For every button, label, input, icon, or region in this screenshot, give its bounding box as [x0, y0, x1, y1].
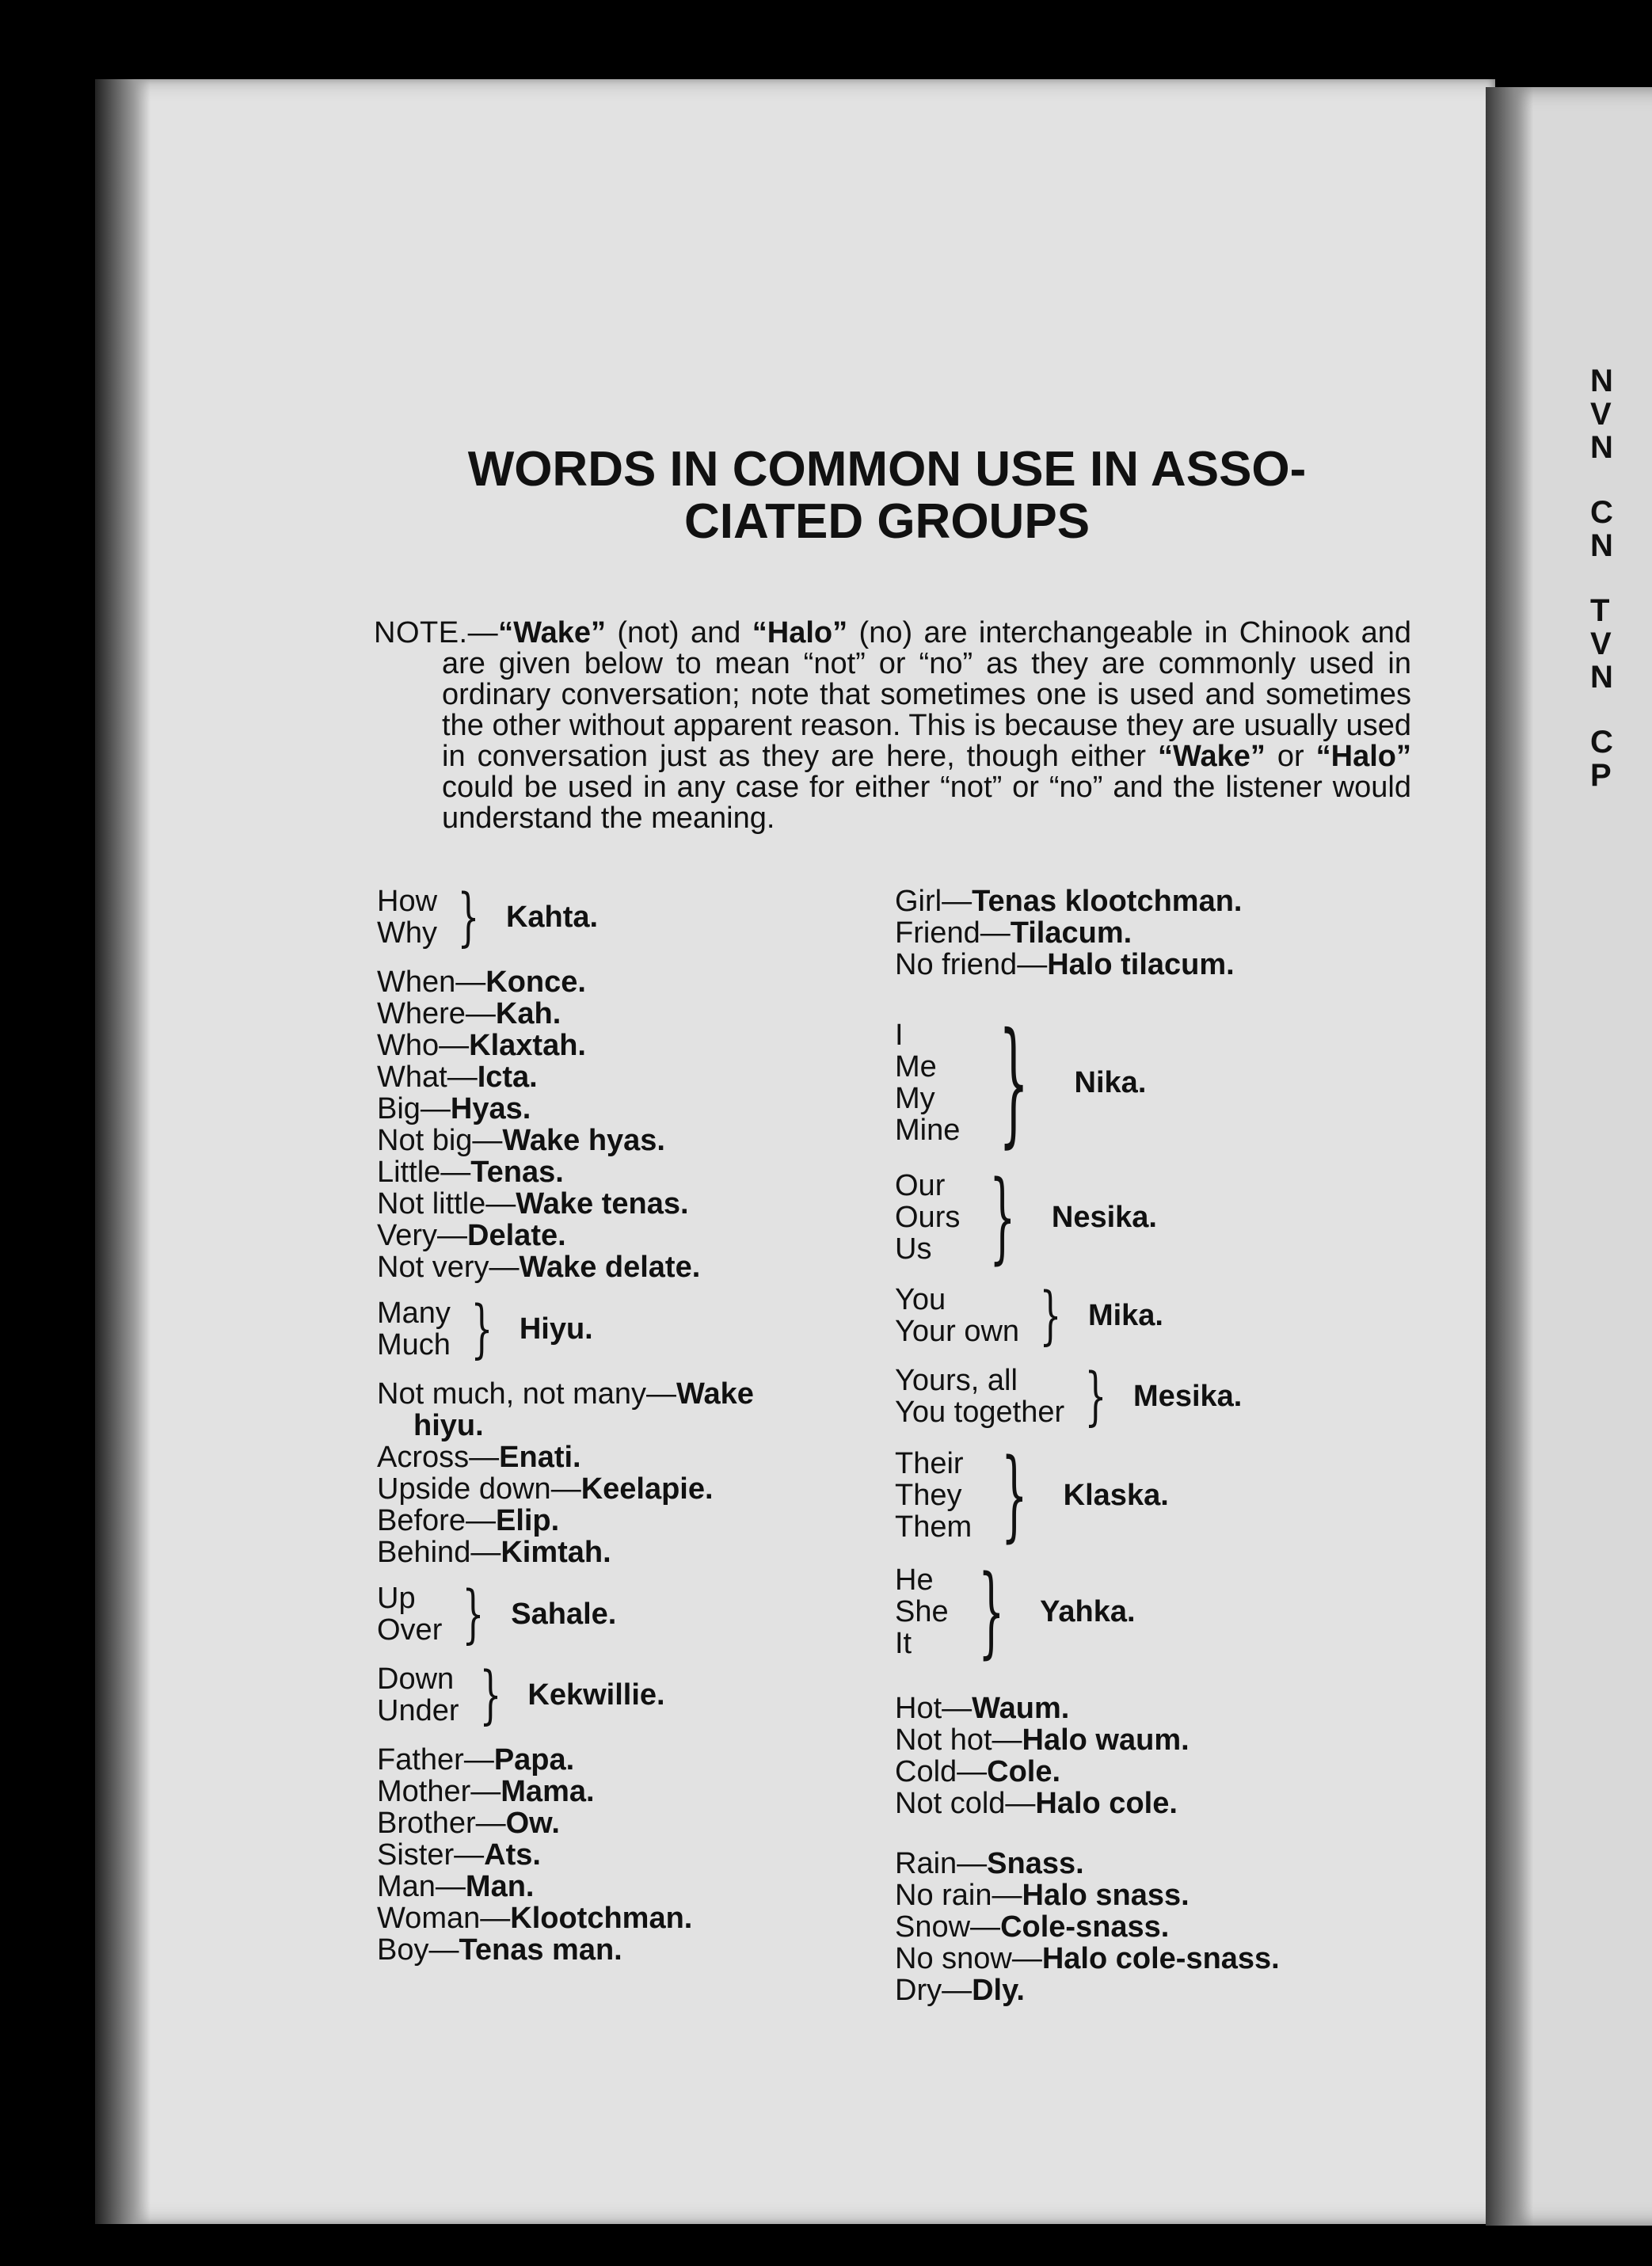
- note-paragraph: [374, 618, 1411, 834]
- vocab-entry: Sister—Ats.: [377, 1838, 541, 1872]
- word-group: [895, 1160, 1433, 1274]
- note-text: (not) and: [605, 616, 752, 649]
- group-word: Them: [895, 1510, 973, 1544]
- vocab-entry: No rain—Halo snass.: [895, 1879, 1190, 1912]
- brace: }: [999, 1004, 1030, 1161]
- right-page-edge-text: [1590, 364, 1652, 792]
- vocab-entry: Snow—Cole-snass.: [895, 1910, 1170, 1944]
- vocab-column-left: [377, 880, 884, 1967]
- note-halo: “Halo”: [752, 616, 848, 649]
- group-word: You together: [895, 1396, 1065, 1429]
- vocab-entry: Across—Enati.: [377, 1441, 581, 1474]
- vocab-entry: Dry—Dly.: [895, 1974, 1025, 2007]
- brace: }: [470, 1292, 493, 1365]
- group-translation: Sahale.: [511, 1598, 617, 1631]
- group-word: Me: [895, 1050, 937, 1083]
- note-text: or: [1265, 740, 1316, 773]
- group-word: They: [895, 1478, 962, 1512]
- vocab-entry: Cold—Cole.: [895, 1755, 1061, 1788]
- group-word: Your own: [895, 1315, 1020, 1348]
- group-word: She: [895, 1594, 949, 1628]
- word-group: [377, 1577, 884, 1651]
- group-word: Ours: [895, 1200, 961, 1234]
- page-gutter-shadow: [95, 79, 150, 2224]
- group-word: Us: [895, 1232, 932, 1266]
- vocab-entry: Boy—Tenas man.: [377, 1933, 622, 1967]
- group-word: Our: [895, 1168, 946, 1202]
- group-word: Much: [377, 1328, 451, 1362]
- brace: }: [1001, 1438, 1028, 1552]
- group-translation: Klaska.: [1063, 1478, 1169, 1512]
- edge-letter: N: [1590, 364, 1613, 398]
- edge-letter: P: [1590, 758, 1612, 792]
- vocab-entry: Mother—Mama.: [377, 1775, 595, 1808]
- vocab-entry: Before—Elip.: [377, 1504, 560, 1537]
- note-label: NOTE.—: [374, 616, 499, 649]
- vocab-entry: When—Konce.: [377, 965, 586, 999]
- note-wake: “Wake”: [1157, 740, 1266, 773]
- group-word: Why: [377, 916, 437, 950]
- brace: }: [457, 880, 480, 954]
- group-word: Yours, all: [895, 1364, 1018, 1397]
- edge-letter: V: [1590, 626, 1612, 661]
- vocab-entry: Man—Man.: [377, 1870, 535, 1903]
- edge-letter: N: [1590, 660, 1613, 695]
- vocab-entry: What—Icta.: [377, 1061, 538, 1094]
- vocab-entry: Hot—Waum.: [895, 1692, 1070, 1725]
- group-word: He: [895, 1563, 934, 1597]
- vocab-entry: Upside down—Keelapie.: [377, 1472, 714, 1506]
- group-word: Mine: [895, 1114, 961, 1147]
- group-word: I: [895, 1019, 904, 1052]
- group-translation: Kekwillie.: [527, 1678, 665, 1712]
- word-group: [895, 1554, 1433, 1669]
- vocab-entry: Girl—Tenas klootchman.: [895, 885, 1243, 918]
- group-word: Over: [377, 1613, 443, 1647]
- note-text: (no) are interchangeable in Chinook and are given below to mean “not” or “no” as they are commonly used in ordinary conversation; note that sometimes one is used and sometimes the other without apparent reason. This is because they are usually used in conversation just as they are here, though either: [442, 616, 1411, 773]
- word-group: [895, 1438, 1433, 1552]
- group-word: It: [895, 1626, 912, 1660]
- vocab-entry: Very—Delate.: [377, 1219, 566, 1252]
- word-group: [895, 1359, 1433, 1433]
- group-translation: Yahka.: [1040, 1594, 1136, 1628]
- group-word: Down: [377, 1662, 455, 1696]
- vocab-entry: Woman—Klootchman.: [377, 1902, 693, 1935]
- vocab-entry: No snow—Halo cole-snass.: [895, 1942, 1280, 1975]
- vocab-entry: Friend—Tilacum.: [895, 916, 1132, 950]
- vocab-entry: Rain—Snass.: [895, 1847, 1084, 1880]
- word-group: [895, 1004, 1433, 1161]
- group-word: Under: [377, 1694, 459, 1727]
- vocab-entry: No friend—Halo tilacum.: [895, 948, 1235, 981]
- title-line-2: CIATED GROUPS: [683, 494, 1091, 549]
- group-word: You: [895, 1283, 946, 1316]
- vocab-entry: Brother—Ow.: [377, 1807, 560, 1840]
- note-wake: “Wake”: [498, 616, 606, 649]
- group-translation: Nesika.: [1051, 1200, 1157, 1234]
- vocab-entry: Not big—Wake hyas.: [377, 1124, 665, 1157]
- group-word: Many: [377, 1297, 451, 1330]
- vocab-entry: Where—Kah.: [377, 997, 561, 1030]
- title-line-1: WORDS IN COMMON USE IN ASSO-: [467, 442, 1307, 497]
- group-translation: Mika.: [1087, 1299, 1163, 1332]
- brace: }: [977, 1554, 1005, 1669]
- word-group: [377, 880, 884, 954]
- group-translation: Mesika.: [1133, 1380, 1243, 1413]
- vocab-entry: Not much, not many—Wake: [377, 1377, 754, 1411]
- vocab-entry: Not hot—Halo waum.: [895, 1723, 1190, 1757]
- brace: }: [989, 1160, 1016, 1274]
- brace: }: [1039, 1278, 1062, 1352]
- group-word: Up: [377, 1582, 416, 1615]
- edge-letter: N: [1590, 430, 1613, 465]
- vocab-entry: Not little—Wake tenas.: [377, 1187, 689, 1221]
- edge-letter: C: [1590, 495, 1613, 530]
- page-title: [348, 444, 1426, 548]
- brace: }: [1084, 1359, 1107, 1433]
- vocab-entry-continued: hiyu.: [413, 1409, 484, 1442]
- edge-letter: T: [1590, 593, 1610, 628]
- group-translation: Hiyu.: [519, 1312, 593, 1346]
- edge-letter: V: [1590, 397, 1612, 432]
- vocab-entry: Big—Hyas.: [377, 1092, 531, 1125]
- note-halo: “Halo”: [1315, 740, 1411, 773]
- vocab-entry: Who—Klaxtah.: [377, 1029, 586, 1062]
- group-word: My: [895, 1082, 935, 1115]
- brace: }: [462, 1577, 485, 1651]
- group-translation: Nika.: [1074, 1066, 1147, 1099]
- vocab-entry: Not cold—Halo cole.: [895, 1787, 1178, 1820]
- vocab-entry: Father—Papa.: [377, 1743, 575, 1777]
- group-word: How: [377, 885, 438, 918]
- group-word: Their: [895, 1446, 964, 1480]
- edge-letter: N: [1590, 528, 1613, 563]
- word-group: [377, 1292, 884, 1365]
- vocab-entry: Behind—Kimtah.: [377, 1536, 611, 1569]
- vocab-entry: Not very—Wake delate.: [377, 1251, 701, 1284]
- brace: }: [478, 1658, 501, 1731]
- vocab-entry: Little—Tenas.: [377, 1156, 564, 1189]
- vocab-column-right: [895, 885, 1433, 2006]
- word-group: [377, 1658, 884, 1731]
- note-text: could be used in any case for either “not” or “no” and the listener would understand the meaning.: [442, 771, 1411, 835]
- edge-letter: C: [1590, 725, 1613, 760]
- group-translation: Kahta.: [505, 901, 599, 934]
- word-group: [895, 1278, 1433, 1352]
